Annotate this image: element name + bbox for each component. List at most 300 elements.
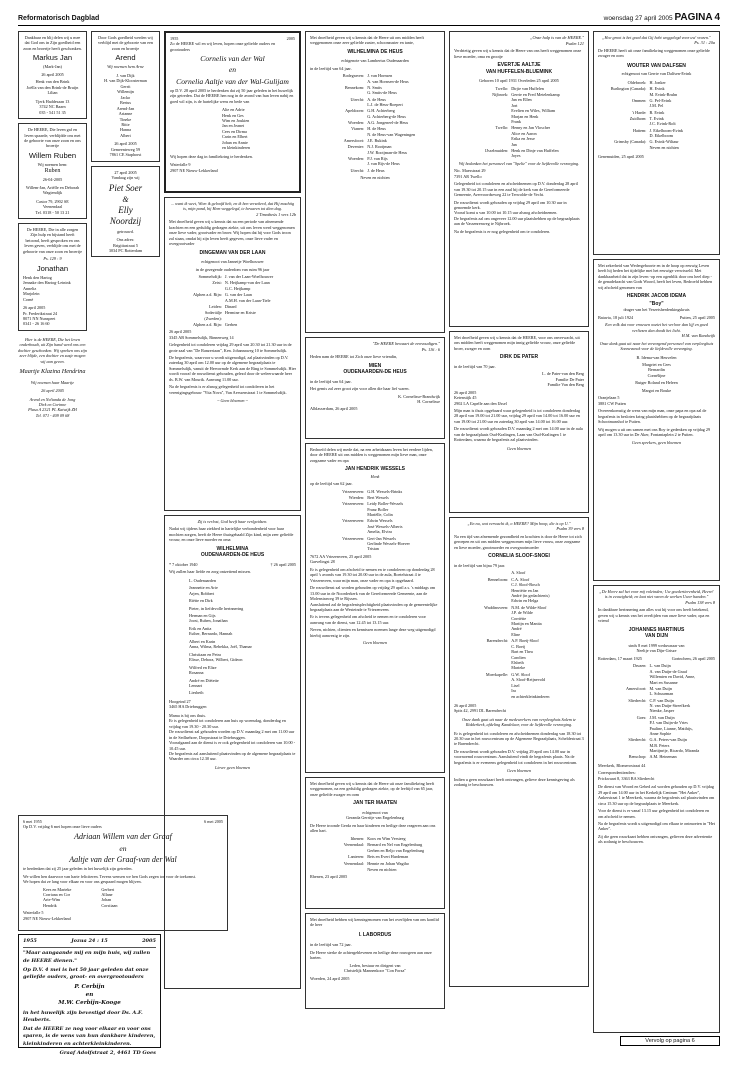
ad-text: Met droefheid geven wij u kennis dat de HEERE, voor ons onverwacht, uit ons midden heeft weggenomen mijn innig geliefde vrouw, onze geliefde broer, zwager en oom — [454, 335, 580, 351]
family-line: Jeannette en Arie Arjen, Robbert — [189, 585, 218, 596]
family-row — [598, 80, 715, 85]
family-row — [169, 292, 296, 303]
ad-address-label: Ons adres: — [116, 237, 135, 243]
ad-text-2: De Heere sterke de achtergeblevenen en heilige deze rouwgeen aan onze harten. — [310, 949, 432, 961]
ad-address: Waterfalle 5 2907 NE Nieuw-Lekkerland — [23, 910, 71, 921]
family-names: G.A. Peters-van Duijn M.B. Peters Martijnrije, Ricardo, Miranda — [649, 737, 700, 754]
ad-age: in de leeftijd van 64 jaar. — [310, 65, 352, 71]
family-names: Bernard en Nel van Engelenburg — [367, 841, 423, 847]
ad-family — [598, 80, 715, 151]
ad-state: getrouwd. — [117, 228, 134, 234]
family-row — [598, 128, 715, 139]
family-names: J.M. van Duijn P.J. van Duijn-de Vries Pauline, Lianne, Matthijs, Anne Sophie — [649, 714, 693, 737]
family-row — [169, 280, 296, 291]
family-line: Rutger Roland en Heleen — [635, 380, 678, 386]
family-names: A.P. Boeij-Sloof C. Boeij Bart en Thea Carolien Elsbeth Marieke — [511, 638, 539, 671]
ad-death-van-dalfsen — [593, 31, 720, 255]
ad-text-2: Er is gelegenheid tot condoleren en afscheidnemen donderdag van 18.30 tot 20.30 uur in het rouwcentrum op de Algemene Begraafplaats, Scheldestraat 3 te Barendrecht. — [454, 730, 584, 747]
family-line: Herman en Gijs Joost, Ruben, Jonathan — [189, 612, 228, 624]
newspaper-name: Reformatorisch Dagblad — [18, 14, 100, 22]
family-names: N.J. Rootjman J.W. Rootjman-de Heus — [367, 144, 408, 155]
ad-text: Met zekerheid van Wedergeboorte en in de hoop op eeuwig Leven heeft hij heden het tijdelijke met het eeuwige verwisseld. Met dankbaarheid dat in zijn leven -op een ogenblik door ons heel diep -de genadekracht van Gods Woord, heeft het leven, Bedroefd hebben wij afscheid genomen van — [598, 263, 713, 290]
ad-text-2: Wij zullen haar liefde en zorg ontzettend missen. — [169, 569, 251, 575]
family-line: Margot en Bouke — [641, 387, 672, 393]
ad-text-3: De rouwdienst zal worden gehouden op vrijdag 29 april a.s. 's middags om 13.00 uur in de Noorderkerk van de Gereformeerde Gemeente, aan de Molenstraweg 39 te Rijssen. Aansluitend zal de begrafenisplechtigheid plaatsvinden op de gemeentelijke begraafplaats aan de Westeinde te Vriezenveen. — [310, 585, 438, 613]
family-row — [310, 144, 440, 155]
ad-address: Pr. Frederikstraat 24 8071 NN Nunspeet 0341 - 26 16 60 — [23, 310, 58, 327]
ad-sub: Wij noemen hem Arne — [107, 64, 144, 70]
family-names: C.P. van Duijn N. van Duijn-Streefkerk Nienke, Jasper — [649, 697, 691, 714]
family-names: J. Eikelboom-Evink D. Eikelboom — [649, 127, 683, 138]
ad-text: Nadat wij tijdens haar ziekbed in hartelijke verbondenheid voor haar mochten zorgen, heeft de Heere thuisgehaald Zijn kind, mijn zeer geliefde vrouw, en onze lieve moeder en oma — [169, 526, 294, 543]
family-names: B. Evink — [649, 109, 665, 115]
family-line: Alie en Adrie — [222, 107, 245, 113]
ad-text-2: Er is gelegenheid om afscheid te nemen en te condoleren op donderdag 28 april 's avonds van 19.30 tot 20.00 uur in de aula, Boetelstraat 4 te Vriezenveen, waar mijn man, onze vader en opa is opgebaard. — [310, 566, 435, 583]
ad-date: Rhenen, 23 april 2005 — [310, 874, 348, 880]
ad-family — [598, 355, 715, 394]
ad-age: in de gezegende ouderdom van ruim 96 jaar — [195, 266, 270, 272]
family-names: Dinard — [224, 303, 237, 309]
ad-name: Jonathan — [36, 263, 69, 273]
ad-quote: ... want ik weet, Wien ik geloofd heb, en ik ben verzekerd, dat Hij machtig is, mijn pand, bij Hem weggelegd, te bewaren tot dien dag. — [170, 201, 295, 212]
continue-link[interactable] — [620, 1036, 720, 1046]
family-row — [310, 97, 440, 108]
ad-closing: Geen sprekers, geen bloemen — [631, 440, 682, 446]
family-row — [169, 304, 296, 309]
ad-family: J. van Dijk H. van Dijk-Kloosterman Gerrit Willemijn Jacko Bertus Arend-Jan Arianne Tineke Ritte Hanna Albert — [104, 72, 147, 138]
ad-name-1: Adriaan Willem van der Graaf — [74, 831, 172, 841]
year-start: 6 mei 1955 — [23, 819, 42, 824]
ad-text-3: De rouwdienst wordt gehouden D.V. maandag 2 mei om 14.00 uur in de aula van de begraafplaats Oud-Kralingen, Laan van Oud-Kralingen 1 te Rotterdam, waarna de begrafenis zal plaatsvinden. — [454, 426, 583, 443]
family-names: M. van Duijn L. Schuurman — [649, 685, 674, 697]
family-row — [454, 86, 584, 91]
family-line: Cees en Dirma — [222, 128, 247, 134]
family-names: T. Evink J.C. Evink-Rolt — [649, 115, 676, 127]
ad-text: Met droefheid geven wij u kennis dat na een periode van afnemende krachten en een geduldig gedragen ziekte, uit ons leven werd weggenomen onze lieve vader, grootvader en broer. Wij hopen dat hij voor Gods troon zal staan, omdat hij zijn leven heeft gegeven, onze lieve vader en overgrootvader — [169, 219, 295, 247]
ad-name: WOUTER VAN DALFSEN — [627, 62, 686, 69]
ad-family — [454, 86, 584, 159]
page-label: PAGINA — [674, 12, 713, 23]
ad-death-ter-maaten — [305, 777, 445, 909]
ad-death-sloof-snoei — [449, 517, 589, 987]
family-row — [598, 737, 715, 753]
ad-quote: „De Heere zal het voor mij voleinden; Uw goedertierenheid, Heere! is in eeuwigheid; en laat niet varen de werken Uwer handen." — [599, 589, 714, 600]
ad-family — [169, 578, 296, 696]
family-row — [454, 694, 584, 699]
ad-date: 26 april 2005 — [169, 329, 192, 335]
ad-age: in de leeftijd van 72 jaar. — [310, 942, 352, 948]
family-names: Hennie en Johan Wagtho — [367, 860, 409, 866]
ad-name: HENDRIK JACOB IDEMA — [626, 293, 687, 300]
family-names: G. Pel-Evink J.M. Pel — [649, 97, 672, 109]
closing-text: Geen bloemen — [220, 398, 245, 404]
ad-ref: Ps. 129 : 9 — [43, 256, 62, 262]
ad-ampersand: & — [122, 195, 129, 205]
family-place: Woerden: — [348, 120, 365, 126]
ad-address: Graaf Adolfstraat 2, 4461 TD Goes — [59, 1049, 156, 1056]
family-place: Ommen: — [631, 97, 647, 103]
ad-family — [169, 274, 296, 327]
ad-text: Dankbaar en blij delen wij u mee dat God ons in Zijn goedheid een zoon en broertje heeft geschonken. — [23, 35, 82, 51]
ad-name: I. LABORDUS — [358, 931, 392, 938]
family-row — [454, 672, 584, 694]
ad-quote-ref: 2 Timotheüs 1 vers 12b — [256, 211, 296, 217]
family-place: Sliedrecht: — [628, 737, 647, 743]
family-line: Albert en Karin Anna, Wilma, Rebekka, Joël, Thamar — [189, 638, 252, 650]
family-names: A. Sloof — [511, 570, 526, 576]
family-place — [310, 848, 367, 853]
ad-address: Spits 42, 2991 DL Barendrecht — [454, 708, 507, 714]
ad-name-2: Aaltje van der Graaf-van der Wal — [69, 854, 177, 864]
family-names: J. van der Laan-Woelhouwer — [224, 274, 274, 280]
family-names: A.M. Heineman — [649, 754, 677, 760]
ad-family — [454, 570, 584, 699]
family-row — [598, 145, 715, 150]
family-row — [598, 98, 715, 109]
ad-text-2: De Heere troonde Gerda en haar kinderen en heilige deze reageren aan ons allen hart. — [310, 822, 436, 834]
ad-text: Verdrietig geven wij u kennis dat de Heere van ons heeft weggenomen onze lieve moeder, oma en grootje — [454, 48, 582, 59]
issue-date: woensdag 27 april 2005 — [603, 15, 673, 22]
family-row — [454, 148, 584, 159]
family-line: Erik en Anita Esther, Bernardo, Hannah — [189, 625, 233, 637]
ad-place: Genemuiden, 25 april 2005 — [598, 153, 644, 159]
ad-text: In dankbare herinnering aan alles wat hij voor ons heeft betekend, geven wij u kennis van het overlijden van onze lieve vader, opa en vriend — [598, 607, 710, 624]
ad-text-4: Na de begrafenis wordt u uitgenodigd om elkaar te ontmoeten in "Het Anker". — [598, 820, 715, 832]
family-place: Vriezenveen: — [342, 488, 365, 494]
ad-text-2: Overeenkomstig de wens van mijn man, onze papa en opa zal de begrafenis in besloten kring plaatshebben op de begraafplaats Schootmanshof te Putten. — [598, 408, 707, 425]
family-row — [310, 518, 440, 534]
birth-date: Batavia, 18 juli 1924 — [598, 314, 634, 320]
ad-text-5: Neven, nichten, clienten en kennissen noemen lange deze weg uitgenodigd hierbij aanwezig te zijn. — [310, 627, 436, 638]
family-row — [598, 139, 715, 144]
ad-text-2: De dienst van Woord en Gebed zal worden gehouden op D.V. vrijdag 29 april om 14.00 uur in het Kerkelijk Centrum "Het Anker", Ankerstraat 1 te Meerkerk, waarna de begrafenis zal plaatsvinden om circa 15.30 uur op de begraafplaats te Meerkerk. — [598, 784, 715, 806]
ad-text: te herdenken dat zij 25 jaar geleden in het huwelijk zijn getreden. — [23, 866, 133, 872]
family-names: N. Smits G. Smits-de Heus — [367, 85, 397, 96]
birth-date: * 7 oktober 1940 — [169, 561, 198, 567]
ad-place: Alblasserdam, 26 april 2005 — [310, 406, 358, 412]
family-row — [169, 310, 296, 321]
family-place: Lanteren: — [348, 854, 365, 860]
ad-name: DIRK DE PATER — [499, 354, 539, 361]
family-row — [454, 125, 584, 147]
ad-closing: Geen bloemen — [506, 445, 532, 451]
ad-text: De HEERE heeft uit onze familiekring weggenomen onze geliefde zwager en oom — [598, 48, 710, 59]
family-row — [454, 92, 584, 125]
family-place: Veenendaal: — [343, 841, 365, 847]
family-place: Zuidhorn: — [629, 115, 647, 121]
family-row — [598, 663, 715, 685]
ad-family: L. de Pater-van den Berg Familie De Pater Familie Van den Berg — [542, 371, 584, 388]
year-end: 6 mei 2005 — [204, 819, 223, 824]
family-place: Sodertälje (Zweden): — [204, 310, 222, 321]
family-place: Twello: — [495, 125, 509, 131]
family-names: J. de Heus — [367, 167, 385, 173]
family-row — [310, 156, 440, 167]
ad-family — [23, 887, 223, 909]
ad-death-mien — [305, 337, 445, 439]
ad-quote-ref: Ps. 31 : 20a — [694, 40, 715, 46]
family-place: Utrecht: — [350, 96, 365, 102]
family-row — [310, 168, 440, 173]
family-names: en achterkleinkinderen — [511, 694, 550, 700]
ad-birth-willem — [18, 123, 87, 219]
ad-quote: „En nu, wat verwacht ik, o HEERE? Mijn hoop, die is op U." — [467, 521, 571, 526]
family-place: Amersfoort: — [343, 138, 365, 144]
family-line: Riëtte en Dirk — [189, 598, 213, 604]
ad-name: Markus Jan — [32, 53, 73, 63]
ad-age: in de leeftijd van 70 jaar. — [454, 363, 496, 369]
family-row — [310, 536, 440, 552]
family-names: G. van der Laan A.M.H. van der Laan-Tiele — [224, 292, 271, 303]
family-line: Margriet en Cees Bernardin Cornélijne — [642, 362, 671, 378]
family-place: Burlington (Canada): — [610, 86, 647, 92]
death-date: Gorinchem, 26 april 2005 — [671, 655, 715, 661]
family-names: Edwin Wessels José Wessels-Alberts Amelia, Elvira — [367, 518, 403, 535]
ad-thanks: Onze dank gaat uit naar de medewerkers van verpleeghuis Salem te Ridderkerk, afdeling Kandelaar, voor de liefdevolle verzorging. — [462, 716, 576, 728]
ad-text: Door Gods goedheid werden wij verblijd met de geboorte van een zoon en broertje — [98, 35, 153, 51]
ad-poem-author: H.M. van Randwijk — [681, 333, 715, 339]
family-place: Hattem: — [632, 127, 647, 133]
ad-outro: Neven en nichten — [360, 175, 390, 181]
family-place — [310, 867, 367, 872]
family-names: L. van Duijn A. van Duijn-de Graaf Willemien en David, Anne, Mart en Susanne — [649, 663, 696, 685]
family-place: Bennekom: — [344, 85, 365, 91]
family-names: J.E. Bukink — [367, 138, 387, 144]
family-row — [598, 110, 715, 115]
ad-family — [310, 836, 440, 873]
family-place: Vianen: — [351, 126, 365, 132]
column-6 — [593, 31, 720, 1037]
ad-date: 26-04-2005 — [42, 177, 63, 183]
ad-spouse: echtgenoot van Geranda Gerritje van Engelenburg — [346, 809, 404, 821]
ad-quote: „Onze hulp is van de HEERE." — [530, 35, 584, 40]
family-place: Apeldoorn: — [345, 108, 365, 114]
ad-text-3: De begrafenis, waarvoor u wordt uitgenodigd, zal plaatsvinden op D.V. zaterdag 30 april om 12.00 uur op de algemene begraafplaats te Sommelsdijk, vanuit de Hervormde Kerk aan de Ring te Sommelsdijk. Hier wordt vooraf de rouwdienst gehouden, gelezd door de weleerwaarde heer ds. B.W. van Mourik. Aanvang 11.00 uur. — [169, 355, 296, 382]
death-date: † 26 april 2005 — [270, 561, 296, 567]
ad-and: en — [228, 65, 237, 75]
ad-text: De HEERE, Die leven gaf en leven spaarde, verblijdde ons met de geboorte van onze zoon en ons broertje — [24, 127, 81, 149]
ad-name-2: Elly — [118, 205, 133, 216]
ad-callname: Ruben — [44, 168, 61, 175]
ad-name-3: Noordzij — [109, 215, 142, 226]
family-place: Veenendaal: — [343, 860, 365, 866]
ad-name: CORNELIA SLOOF-SNOEI — [488, 553, 550, 560]
ad-quote: "De HEERE bewaart de eenvoudigen." — [372, 341, 440, 346]
family-row — [454, 570, 584, 575]
ad-name: WILHELMINA DE HEUS — [347, 48, 403, 55]
family-names: Hermine en Kriste — [224, 310, 256, 316]
ad-text-2: in het huwelijk zijn bevestigd door Ds. A.F. Heuberts. — [23, 1009, 143, 1023]
ad-text-4: Na de begrafenis is er alsnog gelegenheid tot condoleren in het verenigingsgebouw "Vita Nova", Van Aerssenstraat 1 te Sommelsdijk. — [169, 384, 287, 395]
ad-spouse: sinds 8 mei 1999 weduwnaar van Neeltje van Dijn-Grisze — [628, 642, 685, 654]
ad-date: 26 april 2005 — [41, 388, 64, 394]
ad-text: Het gemis zal zeer groot zijn voor allen die haar lief waren. — [310, 386, 410, 392]
ad-name: WILHELMINA OUDENAARDEN-DE HEUS — [200, 545, 265, 559]
ad-name: JOHANNES MARTINUS VAN DIJN — [628, 626, 685, 640]
ad-correspondence: Correspondentieadres: Prickwaart 8, 3363 BA Sliedrecht — [598, 770, 655, 781]
ad-closing: ~ Geen bloemen ~ — [217, 398, 248, 404]
ad-thanks: Onze dank gaat uit naar het verzorgend personeel van verpleeghuis Sonnevanck voor de liefdevolle verzorging. — [599, 340, 714, 352]
ad-name: JAN TER MAATEN — [353, 800, 397, 807]
ad-death-idema — [593, 259, 720, 581]
ad-closing: Geen bloemen — [506, 768, 532, 774]
ad-address: Nic. Maesstraat 29 7391 AR Twello — [454, 168, 486, 179]
family-names: G.W. Sloof A. Sloof-Reijnevold Lisel Ira — [511, 671, 546, 694]
ad-age: in de leeftijd van 64 jaar. — [310, 378, 352, 384]
ad-family — [598, 663, 715, 760]
family-line: Wilfred en Elize Rosanna — [189, 664, 217, 676]
family-place: Deventer: — [347, 144, 365, 150]
family-names: Gert-Jan Wessels Gerlinde Wessels-Hoever Tristan — [367, 535, 410, 552]
family-place: Vriezenveen: — [342, 501, 365, 507]
ad-text-2: Mijn man is thuis opgebaard waar gelegenheid is tot condoleren donderdag 28 april van 19.00 tot 21.00 uur, vrijdag 29 april van 14.00 tot 16.00 uur en van 19.00 tot 21.00 uur en zaterdag 30 april van 14.00 tot 16.00 uur. — [454, 408, 581, 424]
family-line: Liesbeth — [189, 690, 204, 696]
ad-name-1: Cornelis van der Wal — [200, 54, 265, 64]
ad-sub: Wij noemen hem: — [37, 162, 68, 168]
ad-and: en — [119, 843, 127, 853]
ad-death-van-der-laan — [164, 197, 301, 511]
ad-name: EVERTJE AALTJE VAN HUFFELEN-BLUEMINK — [485, 62, 553, 75]
ad-name: MIEN OUDENAARDEN-DE HEUS — [343, 362, 407, 376]
family-names: H. Evink M. Evink-Bruhn — [649, 86, 678, 97]
family-row — [310, 85, 440, 96]
family-names: H. de Heus N. de Heus-van Wageningen — [367, 126, 416, 137]
family-place: IJsselmuiden: — [485, 147, 509, 153]
ad-age: op de leeftijd van 62 jaar. — [310, 481, 353, 487]
ad-date: Woerden, 24 april 2005 — [310, 975, 350, 981]
ad-quote-ref: Psalm 121 — [565, 40, 584, 46]
family-place — [598, 145, 649, 150]
ad-quote-ref: Psalm 39 vers 8 — [556, 526, 584, 532]
ad-family: K. Cornelisse-Brandwijk H. Cornelisse — [398, 393, 440, 404]
family-place: Sommelsdijk: — [198, 274, 222, 280]
family-names: A.G. Jongeneel-de Heus — [367, 120, 409, 126]
ad-address: Oranjelaan 5 3881 CW Putten — [598, 395, 626, 406]
family-place: Nijbroek: — [492, 91, 509, 97]
ad-text: op D.V. 28 april 2005 te herdenken dat zij 50 jaar geleden in het huwelijk zijn getreden. Dat de HEERE hen nog in de avond van hun leven nabij en goed wil zijn, is de hartelijke wens en bede van — [170, 87, 294, 104]
ad-intro: Vandaag zijn wij — [111, 175, 140, 181]
family-names: H. Jonker — [649, 79, 666, 85]
family-row — [598, 686, 715, 697]
ad-address: Gemeenteweg 59 7861 CE Staphorst — [109, 146, 142, 158]
ad-text-3: Wij mogen u uit om samen met ons Boy te gedenken op vrijdag 29 april om 13.30 uur in De Aker, Fontaniaplein 2 te Putten. — [598, 426, 711, 437]
family-row — [169, 322, 296, 327]
ad-family — [310, 73, 440, 173]
family-right: Gerbert Allane Johan Corstiaan — [101, 886, 118, 908]
family-row — [598, 86, 715, 97]
family-names: G. Evink-Wiltaur — [649, 139, 679, 145]
family-line: Johan en Annie — [222, 139, 248, 145]
ad-text: Hier is de HEERE, Die het leven onderhoudt, uit Zijn hand werd ons een dochter geschonken. Wij spreken ons zijn zeer blijde, een dochter en zusje mogen wij aan geven. — [18, 336, 87, 364]
ad-date: 27 april 2005 — [114, 169, 137, 175]
family-place: Sliedrecht: — [628, 697, 647, 703]
ad-address: Ketenstijk 45 2902 LA Capelle aan den IJssel — [454, 395, 507, 406]
family-row — [310, 120, 440, 125]
ad-family — [170, 107, 295, 151]
family-line: Wim en Joukien — [222, 117, 250, 123]
ad-intro: Heden nam de HEERE tot Zich onze lieve vriendin, — [310, 354, 398, 360]
column-5 — [449, 31, 589, 991]
family-line: en kleinkinderen — [222, 145, 251, 151]
year-start: 1955 — [23, 938, 37, 944]
family-names: Neven en nichten — [367, 866, 397, 872]
family-row — [598, 715, 715, 737]
family-names: G.H. Wessels-Brinks — [367, 488, 403, 494]
ad-birth-arend — [91, 31, 160, 162]
family-row — [310, 848, 440, 853]
family-place: Twello: — [495, 85, 509, 91]
ad-text-4: Er is tevens gelegenheid om afscheid te nemen en te condoleren voor aanvang van de dienst, van 12.45 tot 13.15 uur. — [310, 614, 426, 625]
family-place: Moerkapelle: — [485, 671, 509, 677]
family-names: Koos en Wim Versteeg — [367, 835, 406, 841]
family-line: Christiaan en Petra Elisse, Debora, Wilbert, Gideon — [189, 651, 243, 663]
ad-text-2: Gelegenheid tot condoleren vrijdag 29 april van 20.30 tot 21.30 uur in de grote zaal van "De Ranzeriaan", Ken. Johannaweg 10 te Sommelsdijk. — [169, 342, 292, 353]
ad-death-van-huffelen — [449, 31, 589, 327]
ad-anniversary-van-der-wal — [164, 31, 301, 193]
family-names: G.H. Achterberg G. Achterberg-de Heus — [367, 108, 406, 119]
ad-nickname: "Boy" — [649, 300, 664, 307]
family-row — [310, 836, 440, 841]
family-place: 't Harde: — [632, 109, 647, 115]
ad-quote-ref: Ps. 116 : 6 — [421, 346, 440, 352]
family-line: L. Oudenaarden — [189, 577, 216, 583]
ad-address: 7672 AA Vriezenveen, 25 april 2005 Garvelingst 28 — [310, 553, 372, 565]
ad-address: 3345 AB Sommelsdijk, Binnenweg 14 — [169, 334, 234, 340]
ad-name: Arend — [115, 53, 136, 63]
family-place: Bodegraven: — [342, 73, 365, 79]
family-row — [454, 577, 584, 604]
family-row — [310, 842, 440, 847]
family-names: Gerben — [224, 321, 238, 327]
ad-text-3: Voor de dienst is er vanaf 13.15 uur gelegenheid tot condoleren en om afscheid te nemen. — [598, 808, 710, 819]
ad-text-2: We willen hen daarvoor van harte feliciteren. Tevens wensen we hen Gods zegen toe voor de toekomst. We hopen dat ze lang voor elkaar en voor ons gespaard mogen blijven. — [23, 873, 197, 885]
ad-note: Indien u geen rouwkaart heeft ontvangen, gelieve deze kennisgeving als zodanig te beschouwen. — [454, 776, 575, 788]
family-place: Vriezenveen: — [342, 535, 365, 541]
family-place: Woerden: — [348, 156, 365, 162]
family-row — [310, 854, 440, 859]
family-row — [310, 501, 440, 517]
ad-age: in de leeftijd van bijna 79 jaar. — [454, 562, 506, 568]
bible-ref: Jozua 24 : 15 — [71, 938, 108, 944]
ad-quote-ref: Psalm 138 vers 8 — [685, 599, 715, 605]
family-names: Henny en Jan Vloscher Alice en Aaron Erika en Jesse Jan — [511, 125, 551, 147]
family-place: Grimsby (Canada): — [614, 139, 647, 145]
family-names: J. van Hornsen A. van Hornsen-de Heus — [367, 73, 409, 84]
ad-sub: Wij noemen haar Maartje — [30, 379, 75, 385]
ad-death-de-pater — [449, 331, 589, 513]
ad-quote: Zij is verlost, God heeft haar verlgeidsen. — [197, 519, 268, 524]
ad-text: Met droefheid hebben wij kennisgenomen van het overlijden van ons kontlid de heer — [310, 917, 439, 928]
ad-quote: „Hoe groot is het goed dat Gij hebt weggelegd voor uw' vrezen." — [602, 35, 711, 40]
family-line: Henk en Ges — [222, 112, 244, 118]
family-line: Pieter, in liefdevolle herinnering — [189, 605, 244, 611]
family-row — [310, 108, 440, 119]
ad-honor: drager van het Verzetsherdenkingskruis — [623, 307, 690, 313]
ad-name: JAN HENDRIK WESSELS — [344, 466, 405, 473]
family-place: Druzen: — [632, 663, 647, 669]
family-place: Alphen a.d. Rijn: — [193, 292, 222, 298]
family-place: Zeist: — [212, 280, 222, 286]
ad-text-3: De rouwdienst wordt gehouden op vrijdag 29 april om 10.30 uur in genoemde kerk. Vooraf komt u van 10.00 tot 10.15 uur alsnog afscheidnemen. De begrafenis zal om ongeveer 12.00 uur plaatshebben op de begraafplaats aan de Vassenrenweg te Nijbroek. — [454, 199, 580, 227]
ad-name: DINGEMAN VAN DER LAAN — [199, 249, 266, 256]
family-line: Carin en Elbert — [222, 134, 248, 140]
family-names: Neven en nichten — [649, 145, 679, 151]
family-names: Henk en Dinje van Huffelen Joyes — [511, 147, 559, 159]
year-start: 1955 — [170, 36, 179, 41]
family-line: André en Diëtette Lennart — [189, 677, 219, 688]
death-date: Putten, 25 april 2005 — [679, 314, 715, 320]
family-row — [598, 116, 715, 127]
